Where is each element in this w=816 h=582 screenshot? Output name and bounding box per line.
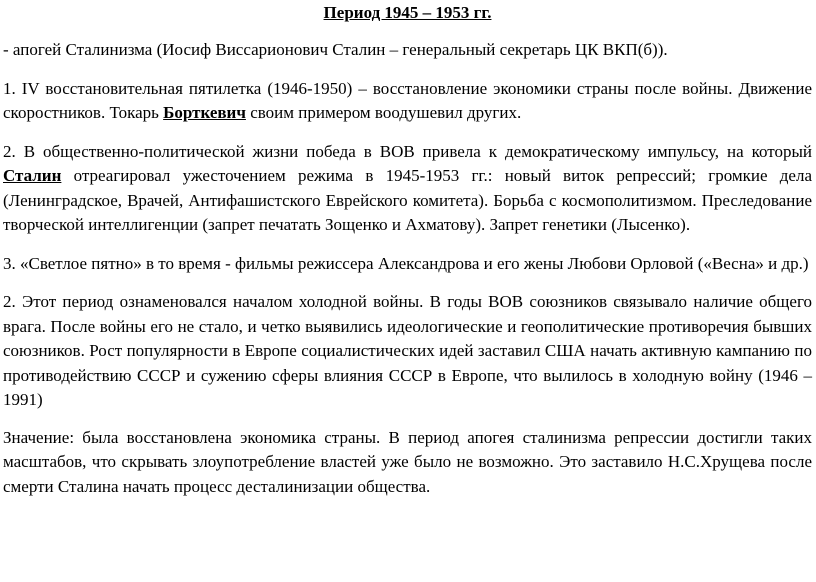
intro-paragraph: - апогей Сталинизма (Иосиф Виссарионович Сталин – генеральный секретарь ЦК ВКП(б)). — [3, 40, 668, 59]
point-2-text-after: отреагировал ужесточением режима в 1945-1953 гг.: новый виток репрессий; громкие дела (Ленинградское, Врачей, Антифашистского Еврейского комитета). Борьба с космополитизмом. Преследование творческой интеллигенции (запрет печатать Зощенко и Ахматову). Запрет генетики (Лысенко). — [3, 166, 812, 234]
point-3-paragraph: 3. «Светлое пятно» в то время - фильмы режиссера Александрова и его жены Любови Орловой («Весна» и др.) — [3, 253, 809, 273]
point-1-paragraph — [3, 77, 812, 126]
person-name-stalin: Сталин — [3, 166, 62, 185]
point-2-paragraph — [3, 140, 812, 238]
document-page — [0, 2, 816, 582]
cold-war-paragraph: 2. Этот период ознаменовался началом холодной войны. В годы ВОВ союзников связывало наличие общего врага. После войны его не стало, и четко выявились идеологические и геополитические противоречия бывших союзников. Рост популярности в Европе социалистических идей заставил США начать активную кампанию по противодействию СССР и сужению сферы влияния СССР в Европе, что вылилось в холодную войну (1946 – 1991) — [3, 292, 812, 409]
significance-paragraph: Значение: была восстановлена экономика страны. В период апогея сталинизма репрессии достигли таких масштабов, что скрывать злоупотребление властей уже было не возможно. Это заставило Н.С.Хрущева после смерти Сталина начать процесс десталинизации общества. — [3, 427, 812, 496]
person-name-bortkevich: Борткевич — [163, 103, 246, 122]
point-1-text-before: 1. IV восстановительная пятилетка (1946-1950) – восстановление экономики страны после войны. Движение скоростников. Токарь — [3, 78, 812, 122]
document-title: Период 1945 – 1953 гг. — [323, 3, 492, 22]
point-2-text-before: 2. В общественно-политической жизни победа в ВОВ привела к демократическому импульсу, на который — [3, 141, 812, 161]
point-1-text-after: своим примером воодушевил других. — [245, 103, 522, 122]
